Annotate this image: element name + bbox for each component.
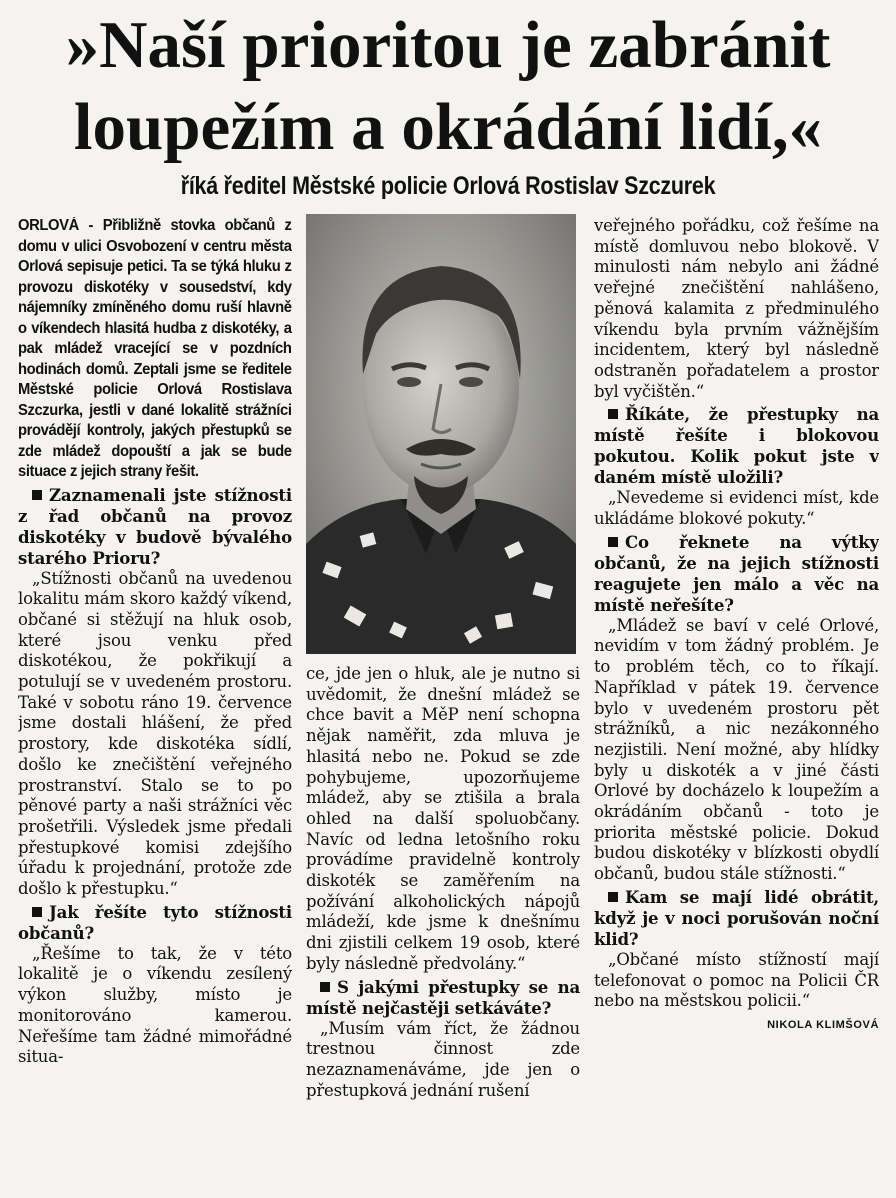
bullet-square-icon xyxy=(608,537,618,547)
question-1: Zaznamenali jste stížnosti z řad občanů na provoz diskotéky v budově bývalého starého Prioru? xyxy=(18,484,292,568)
column-2 xyxy=(306,664,580,1196)
answer-1: „Stížnosti občanů na uvedenou lokalitu mám skoro každý víkend, občané si stěžují na hluk osob, které jsou venku před diskotékou, že pokřikují a potulují se v uvedeném prostoru. Také v sobotu ráno 19. července jsme dostali hlášení, že před prostory, kde diskotéka sídlí, došlo ke znečištění veřejného prostranství. Stalo se to po pěnové party a naši strážníci věc prošetřili. Výsledek jsme předali přestupkové komisi zdejšího úřadu k projednání, protože zde došlo k přestupku.“ xyxy=(18,568,292,899)
answer-6: „Občané místo stížností mají telefonovat o pomoc na Policii ČR nebo na městskou policii.“ NIKOLA KLIMŠOVÁ xyxy=(594,950,879,1012)
answer-2-continued: ce, jde jen o hluk, ale je nutno si uvědomit, že dnešní mládež se chce bavit a MěP není schopna nějak naměřit, zda mluva je hlasitá nebo ne. Pokud se zde pohybujeme, upozorňujeme mládež, aby se ztišila a brala ohled na další spoluobčany. Navíc od ledna letošního roku provádíme pravidelně kontroly diskoték se zaměřením na požívání alkoholických nápojů mládeží, kde jsme k dnešnímu dni zjistili celkem 19 osob, které byly následně předvolány.“ xyxy=(306,664,580,973)
headline xyxy=(8,4,888,168)
byline: NIKOLA KLIMŠOVÁ xyxy=(767,1018,879,1031)
lead-text: - Přibližně stovka občanů z domu v ulici Osvobození v centru města Orlová sepisuje petici. Ta se týká hluku z provozu diskotéky v sousedství, kdy nájemníky zmíněného domu ruší hlavně o víkendech hlasitá hudba z diskotéky, a pak mládež vracející se v pozdních hodinách domů. Zeptali jsme se ředitele Městské policie Orlová Rostislava Szczurka, jestli v dané lokalitě strážníci provádějí kontroly, jakých přestupků se zde mládež dopouští a jak se bude situace z jejich strany řešit. xyxy=(18,217,292,480)
column-3 xyxy=(594,216,879,1196)
column-1 xyxy=(18,216,292,1196)
bullet-square-icon xyxy=(608,892,618,902)
question-5: Co řeknete na výtky občanů, že na jejich stížnosti reagujete jen málo a věc na místě neřešíte? xyxy=(594,531,879,615)
question-6: Kam se mají lidé obrátit, když je v noci porušován noční klid? xyxy=(594,886,879,949)
lead-paragraph xyxy=(18,216,292,483)
portrait-photo xyxy=(306,214,576,654)
bullet-square-icon xyxy=(608,409,618,419)
portrait-photo-graphic xyxy=(306,214,576,654)
headline-line-2: loupežím a okrádání lidí,« xyxy=(73,90,823,164)
headline-line-1: »Naší prioritou je zabránit xyxy=(65,8,831,82)
question-3: S jakými přestupky se na místě nejčastěji setkáváte? xyxy=(306,976,580,1018)
answer-3: „Musím vám říct, že žádnou trestnou činnost zde nezaznamenáváme, jde jen o přestupková jednání rušení xyxy=(306,1018,580,1100)
answer-3-continued: veřejného pořádku, což řešíme na místě domluvou nebo blokově. V minulosti nám nebylo ani žádné veřejné znečištění nahlášeno, pěnová kalamita z předminulého víkendu byla prvním vážnějším incidentem, který byl následně odstraněn pořadatelem a prostor byl vyčištěn.“ xyxy=(594,216,879,401)
bullet-square-icon xyxy=(32,907,42,917)
dateline: ORLOVÁ xyxy=(18,217,79,234)
answer-5: „Mládež se baví v celé Orlové, nevidím v tom žádný problém. Je to problém těch, co to říkají. Například v pátek 19. července bylo v uvedeném prostoru pět strážníků, a nic nezákonného nezjistili. Není možné, aby hlídky byly u diskoték a v jiné části Orlové by docházelo k loupežím a okrádáním občanů - toto je priorita městské policie. Dokud budou diskotéky v blízkosti obydlí občanů, budou stále stížnosti.“ xyxy=(594,615,879,884)
question-4: Říkáte, že přestupky na místě řešíte i blokovou pokutou. Kolik pokut jste v daném místě uložili? xyxy=(594,404,879,488)
answer-4: „Nevedeme si evidenci míst, kde ukládáme blokové pokuty.“ xyxy=(594,488,879,529)
bullet-square-icon xyxy=(32,490,42,500)
answer-2: „Řešíme to tak, že v této lokalitě je o víkendu zesílený výkon služby, místo je monitorováno kamerou. Neřešíme tam žádné mimořádné situa- xyxy=(18,943,292,1067)
bullet-square-icon xyxy=(320,982,330,992)
question-2: Jak řešíte tyto stížnosti občanů? xyxy=(18,901,292,943)
subheadline: říká ředitel Městské policie Orlová Rostislav Szczurek xyxy=(180,172,716,200)
